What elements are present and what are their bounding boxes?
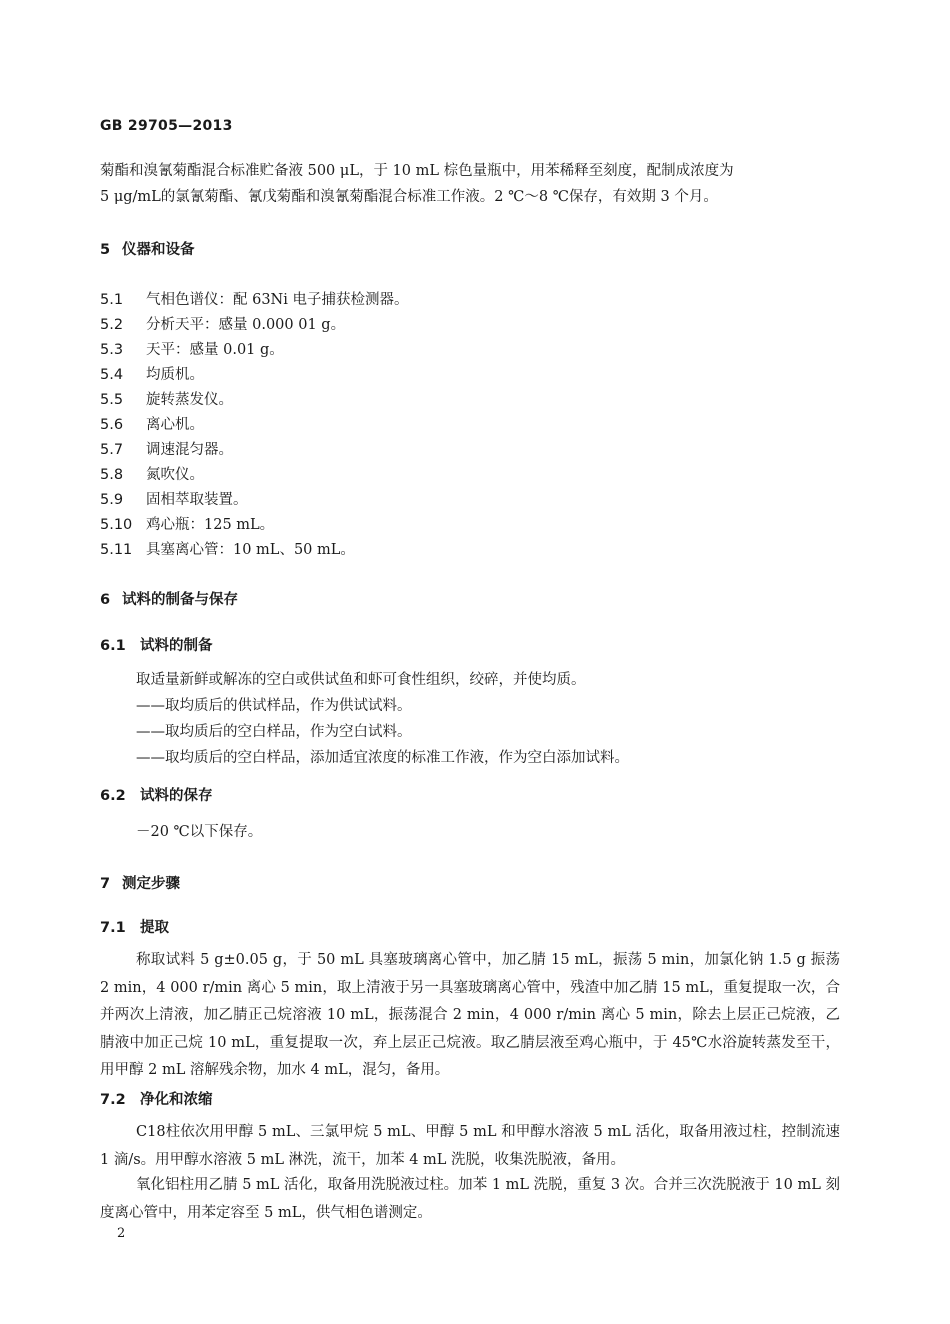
list-item: 5.2 分析天平：感量 0.000 01 g。 [100, 317, 346, 333]
subsection-title: 试料的制备 [140, 638, 213, 654]
section-7-2-heading [100, 1088, 213, 1109]
subsection-number: 6.1 [100, 638, 126, 654]
section-5-heading [100, 238, 195, 259]
list-item: 5.9 固相萃取装置。 [100, 492, 248, 508]
standard-code: GB 29705—2013 [100, 118, 233, 134]
dash-item: ——取均质后的空白样品，作为空白试料。 [136, 724, 412, 740]
dash-item: ——取均质后的供试样品，作为供试试料。 [136, 698, 412, 714]
section-number: 6 [100, 592, 111, 608]
intro-line-2: 5 μg/mL的氯氰菊酯、氰戊菊酯和溴氰菊酯混合标准工作液。2 ℃～8 ℃保存，有效期 3 个月。 [100, 189, 718, 205]
list-item: 5.7 调速混匀器。 [100, 442, 233, 458]
intro-line-1: 菊酯和溴氰菊酯混合标准贮备液 500 μL，于 10 mL 棕色量瓶中，用苯稀释至刻度，配制成浓度为 [100, 163, 734, 179]
section-number: 7 [100, 876, 111, 892]
section-6-1-heading [100, 634, 213, 655]
subsection-number: 6.2 [100, 788, 126, 804]
list-item: 5.6 离心机。 [100, 417, 204, 433]
section-title: 试料的制备与保存 [122, 592, 238, 608]
section-title: 测定步骤 [122, 876, 180, 892]
section-7-heading [100, 872, 180, 893]
list-item: 5.5 旋转蒸发仪。 [100, 392, 233, 408]
list-item: 5.11 具塞离心管：10 mL、50 mL。 [100, 542, 355, 558]
section-6-heading [100, 588, 238, 609]
subsection-title: 净化和浓缩 [140, 1092, 213, 1108]
section-title: 仪器和设备 [122, 242, 195, 258]
section-7-1-heading [100, 916, 169, 937]
list-item: 5.4 均质机。 [100, 367, 204, 383]
subsection-title: 试料的保存 [140, 788, 213, 804]
paragraph: －20 ℃以下保存。 [136, 824, 263, 840]
section-number: 5 [100, 242, 111, 258]
list-item: 5.10 鸡心瓶：125 mL。 [100, 517, 275, 533]
paragraph: 氧化铝柱用乙腈 5 mL 活化，取备用洗脱液过柱。加苯 1 mL 洗脱，重复 3 次。合并三次洗脱液于 10 mL 刻度离心管中，用苯定容至 5 mL，供气相色谱测定。 [100, 1177, 840, 1221]
subsection-number: 7.2 [100, 1092, 126, 1108]
page-number: 2 [117, 1226, 126, 1241]
paragraph: C18柱依次用甲醇 5 mL、三氯甲烷 5 mL、甲醇 5 mL 和甲醇水溶液 5 mL 活化，取备用液过柱，控制流速 1 滴/s。用甲醇水溶液 5 mL 淋洗，流干，加苯 4 mL 洗脱，收集洗脱液，备用。 [100, 1124, 840, 1168]
dash-item: ——取均质后的空白样品，添加适宜浓度的标准工作液，作为空白添加试料。 [136, 750, 629, 766]
list-item: 5.1 气相色谱仪：配 63Ni 电子捕获检测器。 [100, 292, 409, 308]
subsection-title: 提取 [140, 920, 169, 936]
subsection-number: 7.1 [100, 920, 126, 936]
list-item: 5.3 天平：感量 0.01 g。 [100, 342, 284, 358]
list-item: 5.8 氮吹仪。 [100, 467, 204, 483]
paragraph: 取适量新鲜或解冻的空白或供试鱼和虾可食性组织，绞碎，并使均质。 [136, 672, 586, 688]
section-6-2-heading [100, 784, 213, 805]
paragraph: 称取试料 5 g±0.05 g，于 50 mL 具塞玻璃离心管中，加乙腈 15 mL，振荡 5 min，加氯化钠 1.5 g 振荡 2 min，4 000 r/min 离心 5 min，取上清液于另一具塞玻璃离心管中，残渣中加乙腈 15 mL，重复提取一次，合并两次上清液，加乙腈正己烷溶液 10 mL，振荡混合 2 min，4 000 r/min 离心 5 min，除去上层正己烷液，乙腈液中加正己烷 10 mL，重复提取一次，弃上层正己烷液。取乙腈层液至鸡心瓶中，于 45℃水浴旋转蒸发至干，用甲醇 2 mL 溶解残余物，加水 4 mL，混匀，备用。 [100, 952, 840, 1078]
